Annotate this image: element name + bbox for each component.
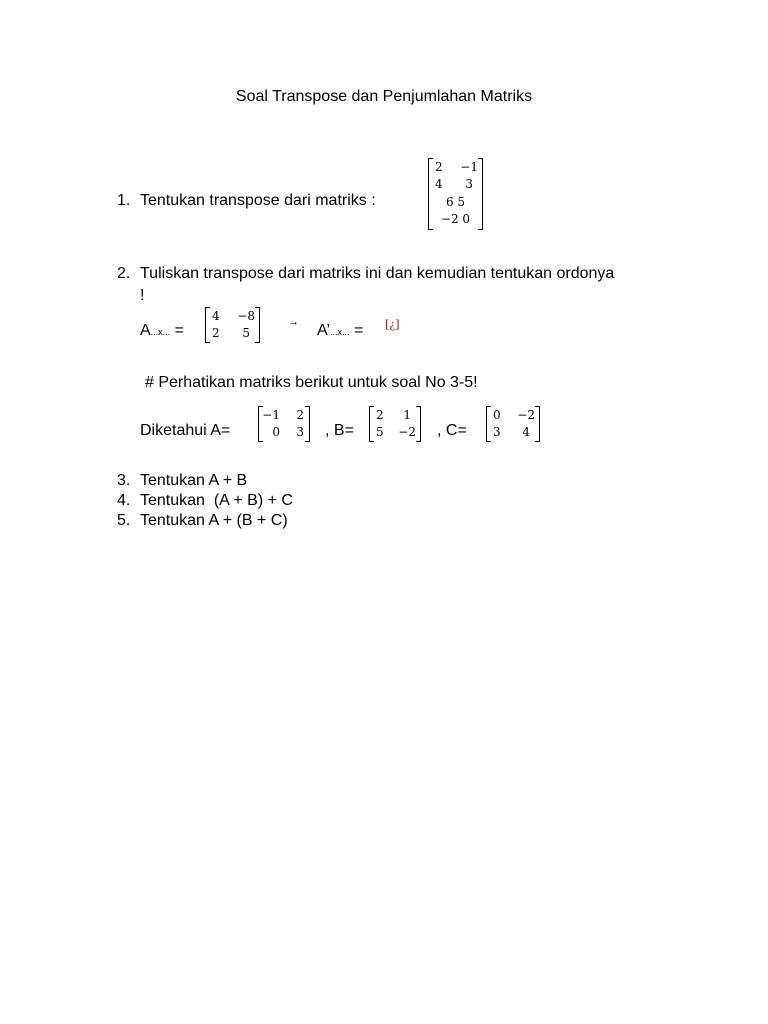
matrix-cell: 5 xyxy=(242,326,250,340)
question-3-number: 3. xyxy=(117,472,131,489)
given-matrix-c xyxy=(486,406,540,442)
matrix-cell: 4 xyxy=(212,309,220,323)
matrix-cell: 2 xyxy=(376,408,384,422)
matrix-row xyxy=(259,425,309,442)
matrix-row xyxy=(487,425,539,442)
question-1-text: Tentukan transpose dari matriks : xyxy=(140,192,376,209)
question-4-number: 4. xyxy=(117,492,131,509)
question-4-text: Tentukan (A + B) + C xyxy=(140,492,293,509)
matrix-cell: −1 xyxy=(460,160,478,174)
matrix-cell: 6 5 xyxy=(445,195,466,209)
matrix-a-transpose-label xyxy=(317,322,363,340)
given-matrix-b xyxy=(369,406,421,442)
matrix-cell: 3 xyxy=(493,425,501,439)
matrix-a-label xyxy=(140,322,184,340)
equals-sign: = xyxy=(174,322,184,339)
matrix-cell: −2 xyxy=(517,408,535,422)
matrix-cell: −1 xyxy=(262,408,280,422)
question-5-text: Tentukan A + (B + C) xyxy=(140,512,288,529)
matrix-row xyxy=(206,326,259,343)
matrix-cell: 4 xyxy=(522,425,530,439)
matrix-row xyxy=(259,408,309,425)
question-2-matrix xyxy=(205,307,260,343)
matrix-row xyxy=(370,408,420,425)
question-2-text-continued: ! xyxy=(140,287,145,304)
question-3-text: Tentukan A + B xyxy=(140,472,248,489)
matrix-row xyxy=(429,177,482,194)
matrix-cell: −2 0 xyxy=(440,212,471,226)
matrix-cell: 4 xyxy=(435,177,443,191)
page-title: Soal Transpose dan Penjumlahan Matriks xyxy=(235,88,533,105)
given-label-a: Diketahui A= xyxy=(140,422,231,439)
note-text: # Perhatikan matriks berikut untuk soal No 3-5! xyxy=(145,374,478,391)
matrix-cell: −8 xyxy=(237,309,255,323)
question-1-number: 1. xyxy=(117,192,131,209)
matrix-cell: 3 xyxy=(296,425,304,439)
matrix-a-name: A xyxy=(140,322,151,339)
matrix-a-transpose-name: A’ xyxy=(317,322,331,339)
given-matrix-a xyxy=(258,406,310,442)
matrix-cell: 5 xyxy=(376,425,384,439)
matrix-a-order: ...x... xyxy=(150,327,171,337)
equals-sign: = xyxy=(354,322,364,339)
matrix-cell: 0 xyxy=(272,425,280,439)
question-5-number: 5. xyxy=(117,512,131,529)
matrix-cell: 2 xyxy=(212,326,220,340)
matrix-row xyxy=(206,309,259,326)
broken-formula-placeholder: [¿] xyxy=(385,318,400,331)
given-label-b: , B= xyxy=(325,422,354,439)
matrix-row xyxy=(487,408,539,425)
arrow-icon: → xyxy=(288,316,299,328)
question-1-matrix xyxy=(428,158,483,230)
matrix-cell: 0 xyxy=(493,408,501,422)
matrix-cell: −2 xyxy=(398,425,416,439)
matrix-cell: 3 xyxy=(465,177,473,191)
matrix-a-transpose-order: ...x... xyxy=(330,327,350,337)
given-label-c: , C= xyxy=(437,422,467,439)
matrix-row xyxy=(429,212,482,229)
matrix-row xyxy=(370,425,420,442)
matrix-cell: 2 xyxy=(296,408,304,422)
matrix-cell: 1 xyxy=(403,408,411,422)
question-2-number: 2. xyxy=(117,265,131,282)
matrix-row xyxy=(429,160,482,177)
question-2-text: Tuliskan transpose dari matriks ini dan kemudian tentukan ordonya xyxy=(140,265,615,282)
matrix-cell: 2 xyxy=(435,160,443,174)
matrix-row xyxy=(429,195,482,212)
